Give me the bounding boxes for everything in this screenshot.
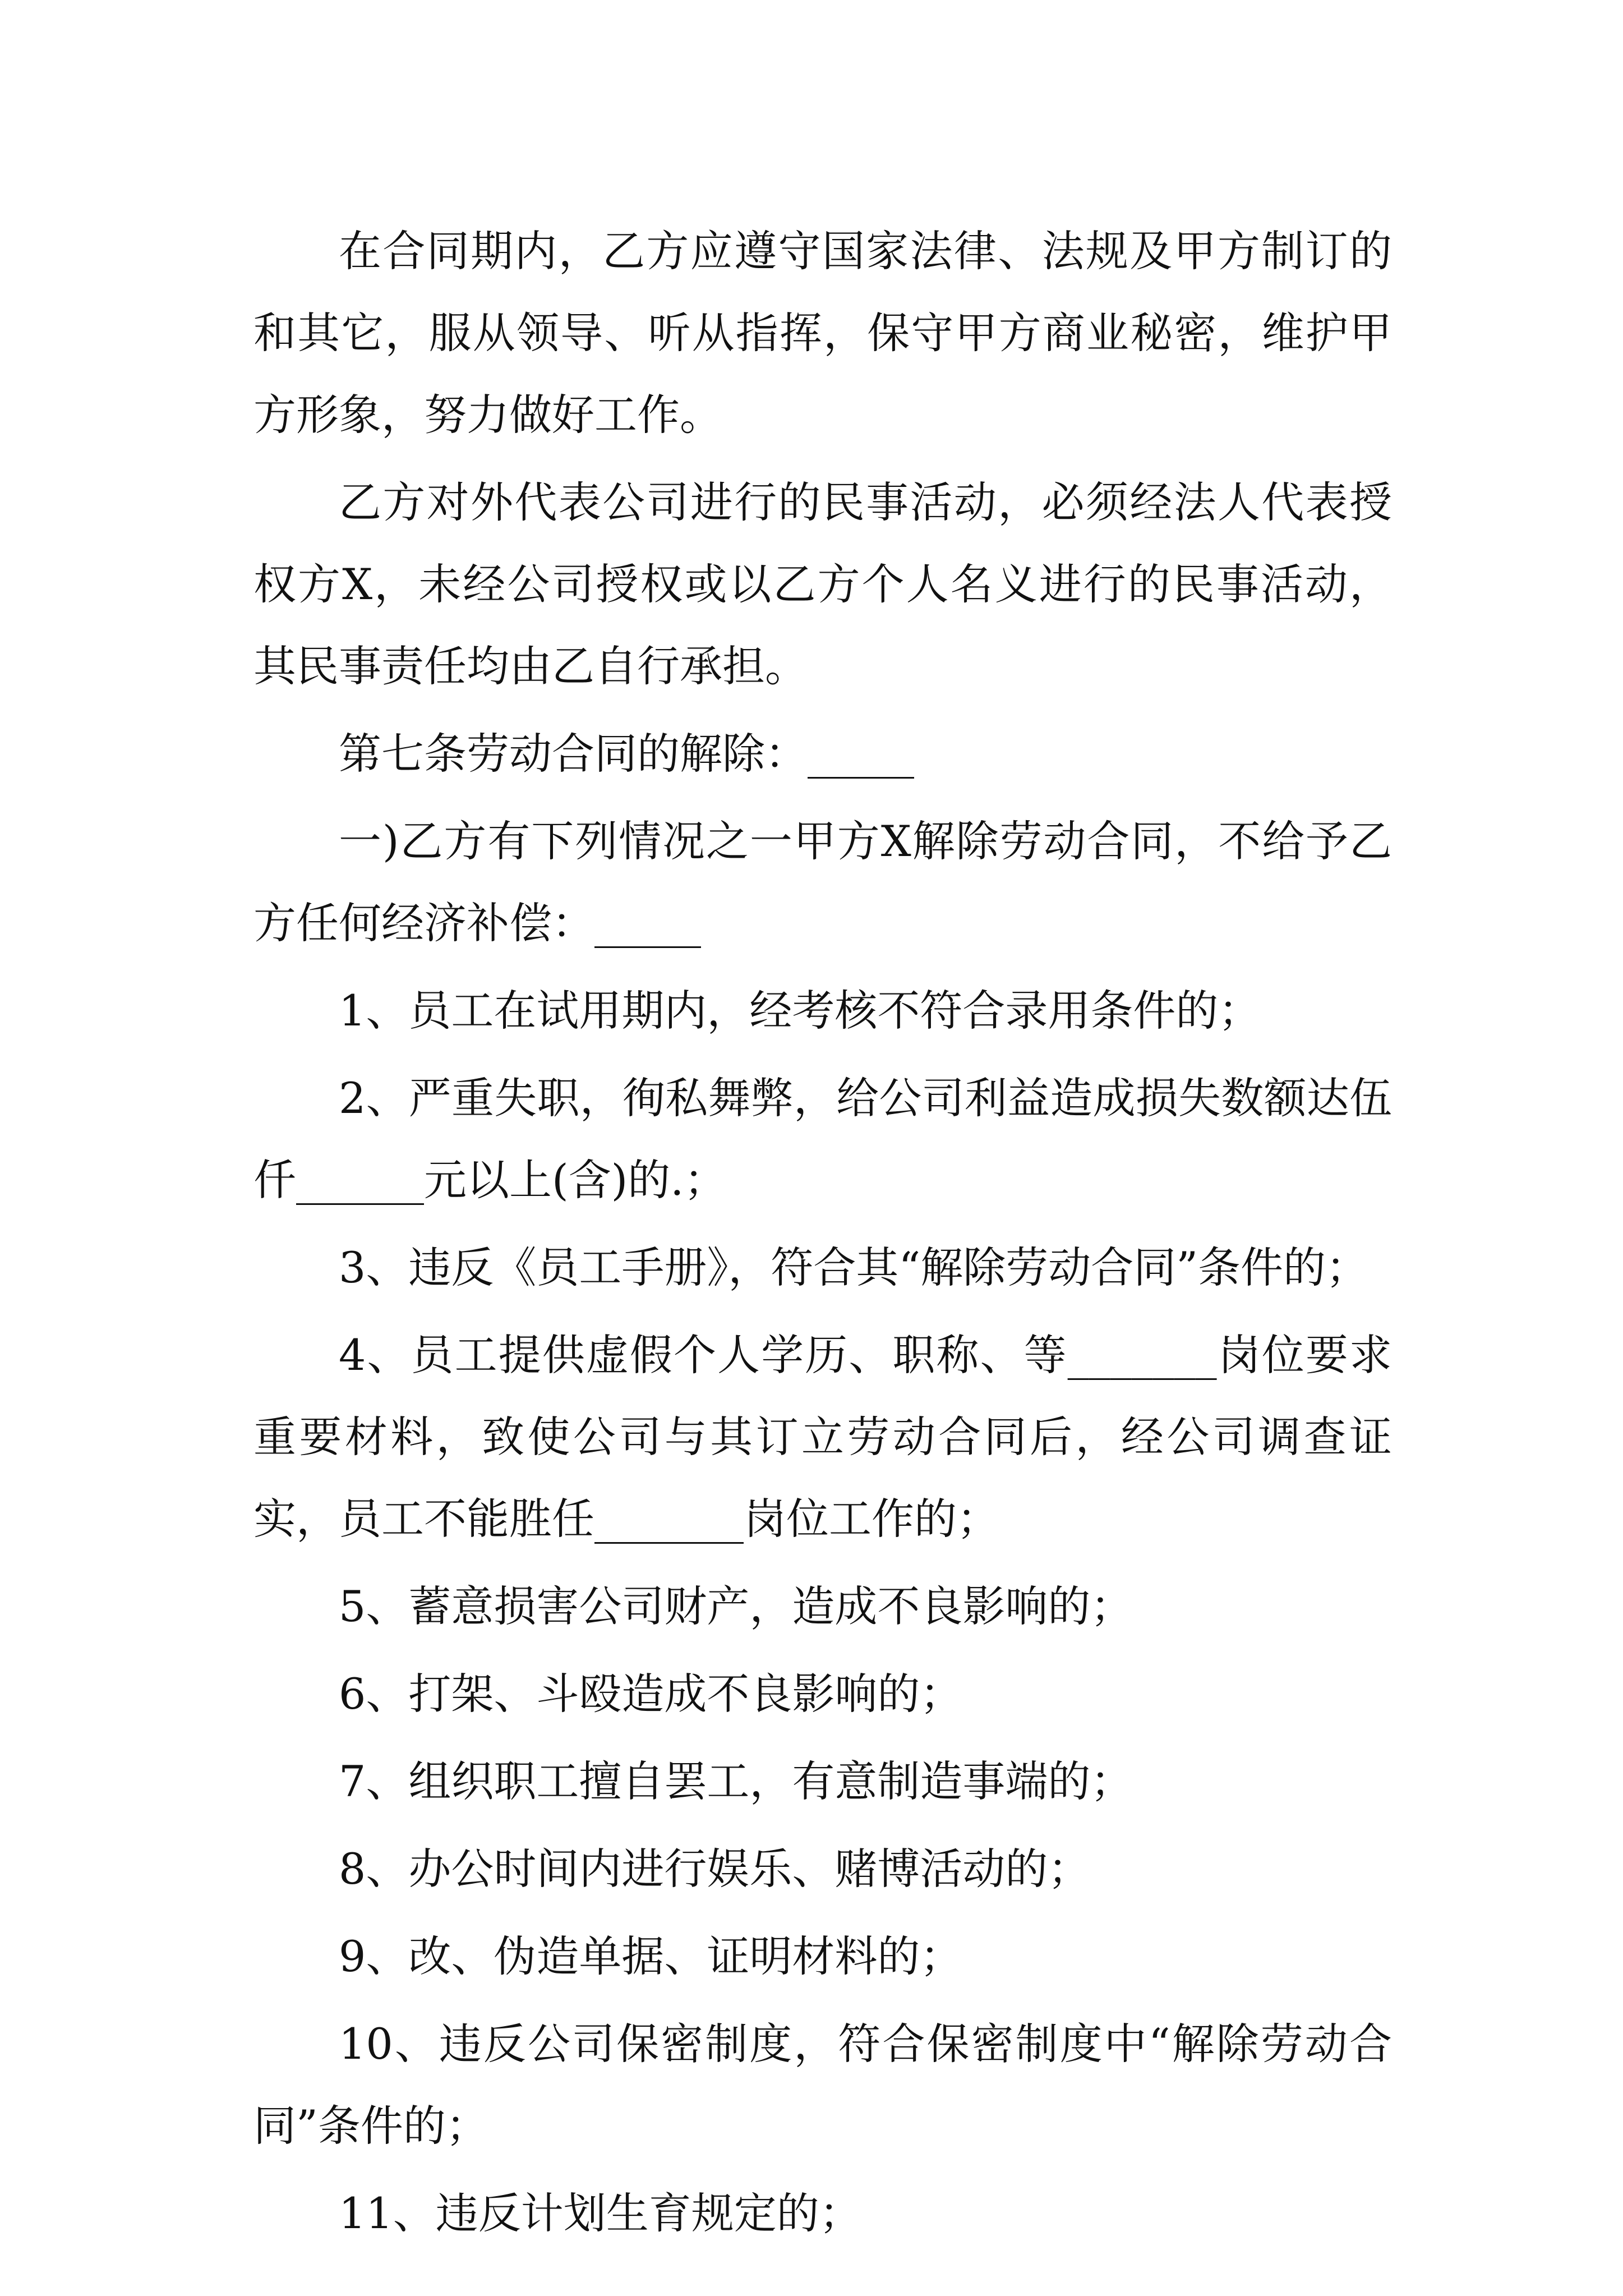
list-item-7: 7、组织职工擅自罢工，有意制造事端的； [339, 1756, 1133, 1806]
paragraph-termination-conditions: 一)乙方有下列情况之一甲方X解除劳动合同，不给予乙方任何经济补偿：_____ [253, 816, 1392, 948]
list-item-3: 3、违反《员工手册》，符合其“解除劳动合同”条件的； [339, 1243, 1369, 1292]
list-item-11: 11、违反计划生育规定的； [339, 2188, 862, 2238]
list-item-5: 5、蓄意损害公司财产，造成不良影响的； [339, 1581, 1133, 1631]
document-body [253, 210, 1392, 2260]
list-item-9: 9、改、伪造单据、证明材料的； [339, 1931, 963, 1981]
list-item-1: 1、员工在试用期内，经考核不符合录用条件的； [339, 986, 1261, 1036]
list-item-8: 8、办公时间内进行娱乐、赌博活动的； [339, 1844, 1091, 1894]
section-heading-article-7: 第七条劳动合同的解除：_____ [339, 729, 914, 779]
list-item-6: 6、打架、斗殴造成不良影响的； [339, 1669, 963, 1719]
list-item-2: 2、严重失职，徇私舞弊，给公司利益造成损失数额达伍仟______元以上(含)的.； [253, 1073, 1392, 1205]
list-item-4: 4、员工提供虚假个人学历、职称、等_______岗位要求重要材料，致使公司与其订立劳动合同后，经公司调查证实，员工不能胜任_______岗位工作的； [253, 1330, 1392, 1544]
paragraph-contract-period: 在合同期内，乙方应遵守国家法律、法规及甲方制订的和其它，服从领导、听从指挥，保守甲方商业秘密，维护甲方形象，努力做好工作。 [253, 226, 1392, 440]
paragraph-civil-activities: 乙方对外代表公司进行的民事活动，必须经法人代表授权方X，未经公司授权或以乙方个人名义进行的民事活动，其民事责任均由乙自行承担。 [253, 477, 1392, 691]
list-item-10: 10、违反公司保密制度，符合保密制度中“解除劳动合同”条件的； [253, 2019, 1392, 2151]
